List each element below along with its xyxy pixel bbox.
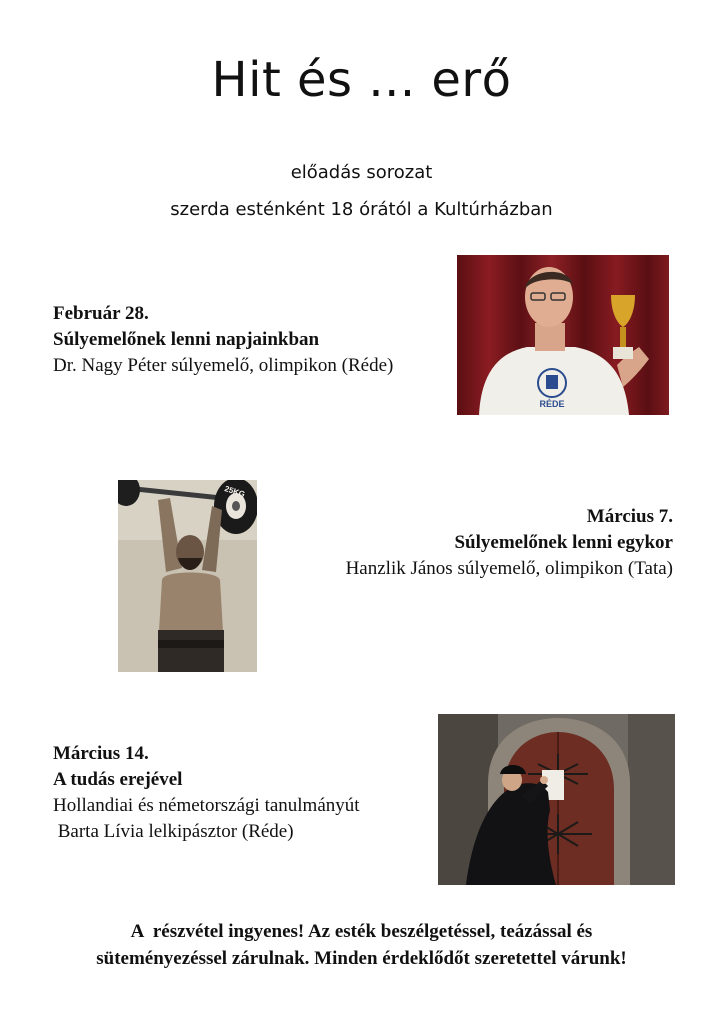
footer-line-1: A részvétel ingyenes! Az esték beszélgetéssel, teázással és — [130, 921, 593, 942]
event-1 — [53, 301, 393, 379]
subtitle-schedule: szerda esténként 18 órától a Kultúrházban — [170, 199, 553, 220]
footer-note — [20, 918, 703, 972]
footer-line-2: süteményezéssel zárulnak. Minden érdeklődőt szeretettel várunk! — [96, 948, 627, 969]
subtitle-series: előadás sorozat — [290, 162, 433, 183]
event-3-date: Március 14. — [53, 743, 149, 764]
event-1-photo — [457, 255, 669, 415]
event-2-date: Március 7. — [586, 506, 673, 527]
event-3 — [53, 741, 360, 845]
event-3-photo — [438, 714, 675, 885]
event-2-photo — [118, 480, 257, 672]
event-1-date: Február 28. — [53, 303, 149, 324]
event-3-speaker-line-2: Barta Lívia lelkipásztor (Réde) — [53, 821, 294, 842]
event-2 — [346, 504, 673, 582]
shirt-text: RÉDE — [539, 399, 565, 409]
event-3-topic: A tudás erejével — [53, 769, 183, 790]
event-1-speaker: Dr. Nagy Péter súlyemelő, olimpikon (Réde) — [53, 355, 394, 376]
page-title: Hit és ... erő — [211, 52, 512, 108]
event-3-speaker-line-1: Hollandiai és németországi tanulmányút — [53, 795, 360, 816]
event-1-topic: Súlyemelőnek lenni napjainkban — [53, 329, 320, 350]
plate-text: 25KG — [223, 484, 247, 500]
event-2-topic: Súlyemelőnek lenni egykor — [454, 532, 673, 553]
event-2-speaker: Hanzlik János súlyemelő, olimpikon (Tata) — [345, 558, 673, 579]
